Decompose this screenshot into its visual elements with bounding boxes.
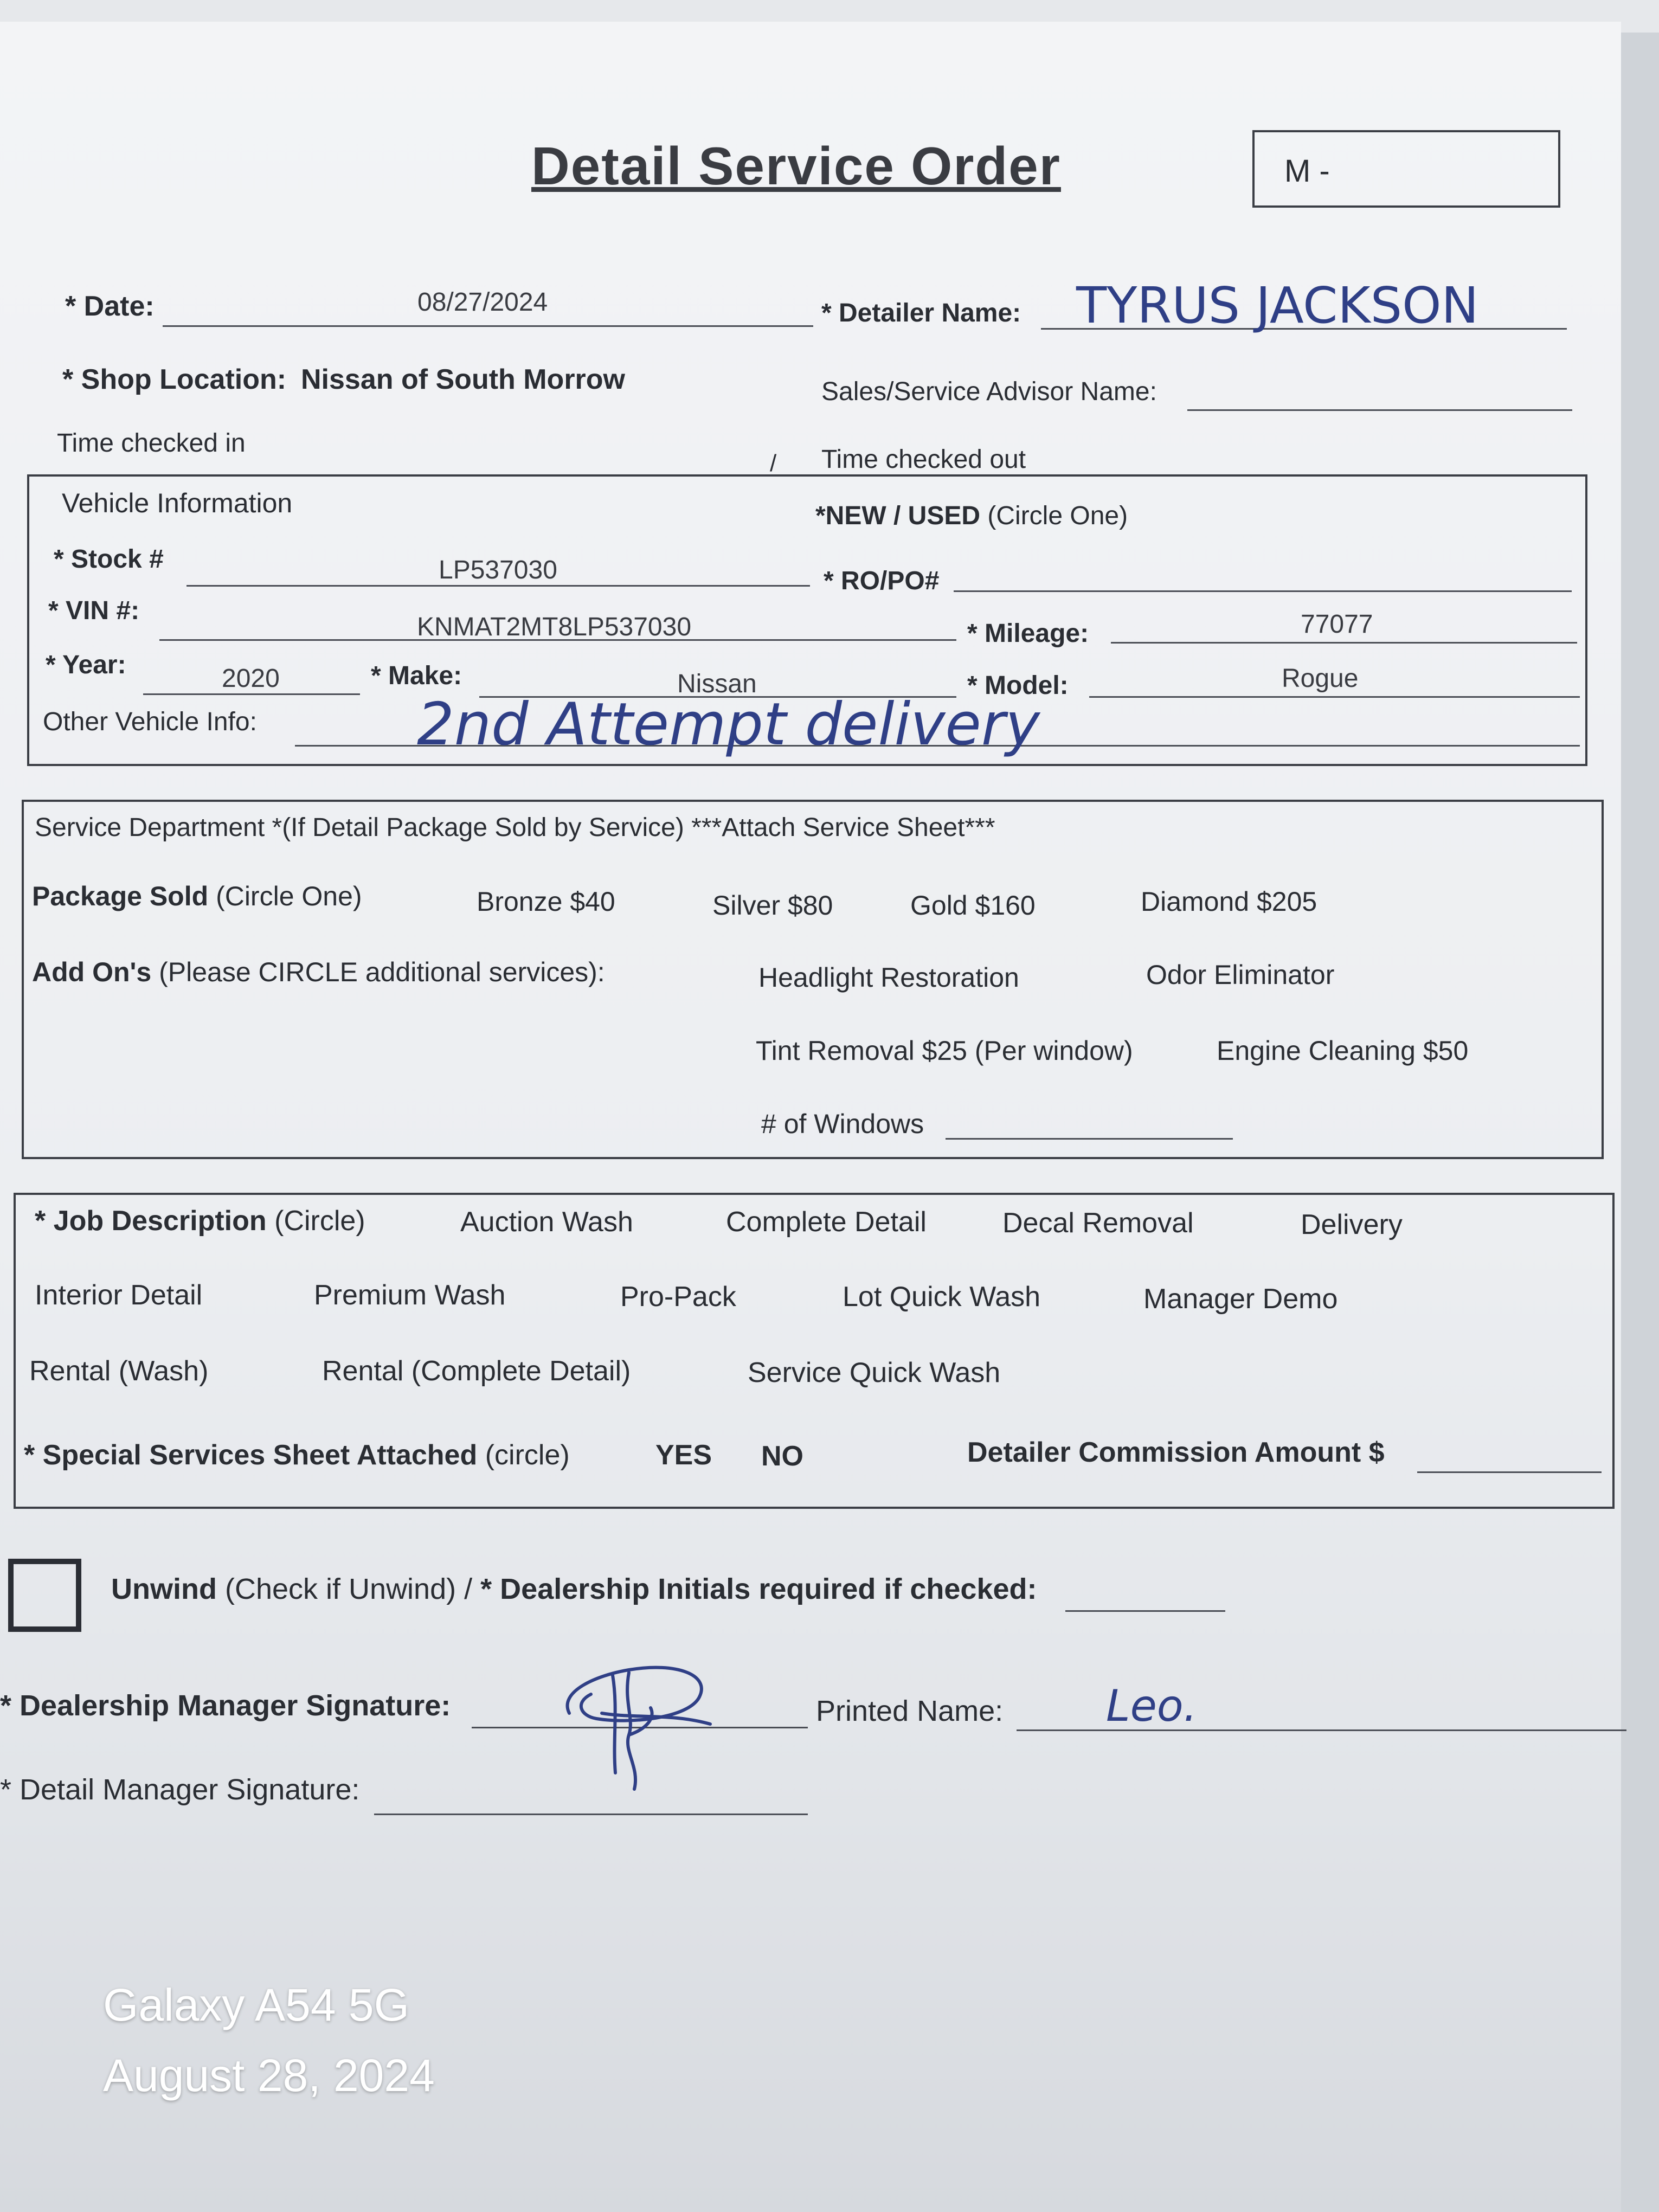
job-option[interactable]: Complete Detail: [726, 1206, 927, 1238]
special-services-yes[interactable]: YES: [655, 1439, 712, 1471]
job-description-bold: * Job Description: [35, 1205, 267, 1237]
time-separator: /: [770, 450, 777, 477]
addon-option[interactable]: Engine Cleaning $50: [1217, 1036, 1469, 1066]
special-services-label: [24, 1439, 570, 1471]
unwind-bold: Unwind: [111, 1573, 217, 1605]
shop-location-value: Nissan of South Morrow: [301, 364, 625, 395]
job-option[interactable]: Premium Wash: [314, 1279, 506, 1311]
stock-field-line[interactable]: [187, 585, 810, 587]
add-ons-label: [32, 956, 605, 988]
page-title: Detail Service Order: [531, 136, 1061, 196]
model-value: Rogue: [1282, 664, 1359, 693]
stock-value: LP537030: [439, 556, 557, 584]
year-value: 2020: [222, 664, 280, 693]
printed-name-label: Printed Name:: [816, 1695, 1004, 1727]
vehicle-section-label: Vehicle Information: [62, 488, 293, 518]
commission-field-line[interactable]: [1417, 1471, 1602, 1473]
year-field-line[interactable]: [143, 693, 360, 695]
special-services-no[interactable]: NO: [761, 1441, 803, 1472]
job-description-label: [35, 1205, 365, 1237]
package-option[interactable]: Silver $80: [712, 890, 833, 921]
service-heading: Service Department *(If Detail Package Sold by Service) ***Attach Service Sheet***: [35, 813, 995, 842]
order-number-label: M -: [1284, 153, 1330, 189]
printed-name-handwritten: Leo.: [1106, 1681, 1198, 1731]
detailer-name-handwritten: TYRUS JACKSON: [1076, 276, 1479, 335]
package-sold-label: [32, 880, 362, 912]
mileage-field-line[interactable]: [1111, 642, 1577, 644]
job-option[interactable]: Rental (Wash): [29, 1355, 209, 1387]
job-option[interactable]: Auction Wash: [460, 1206, 633, 1238]
detailer-name-label: * Detailer Name:: [821, 299, 1021, 327]
job-option[interactable]: Lot Quick Wash: [843, 1281, 1041, 1313]
other-vehicle-info-label: Other Vehicle Info:: [43, 708, 257, 736]
model-label: * Model:: [967, 671, 1069, 700]
detail-manager-signature-field-line[interactable]: [374, 1814, 808, 1815]
special-services-bold: * Special Services Sheet Attached: [24, 1439, 478, 1471]
unwind-label: [111, 1572, 1037, 1606]
job-option[interactable]: Pro-Pack: [620, 1281, 736, 1313]
package-option[interactable]: Gold $160: [910, 890, 1036, 921]
job-description-note: (Circle): [274, 1205, 365, 1237]
date-field-line[interactable]: [163, 325, 813, 327]
job-option[interactable]: Delivery: [1301, 1209, 1403, 1240]
package-option[interactable]: Bronze $40: [477, 886, 615, 917]
mileage-label: * Mileage:: [967, 619, 1089, 648]
addon-option[interactable]: Tint Removal $25 (Per window): [756, 1036, 1133, 1066]
make-value: Nissan: [677, 670, 757, 698]
advisor-name-label: Sales/Service Advisor Name:: [821, 377, 1157, 406]
time-in-label: Time checked in: [57, 429, 246, 458]
order-number-box[interactable]: [1252, 130, 1560, 208]
job-description-section: [14, 1193, 1615, 1509]
vin-value: KNMAT2MT8LP537030: [417, 613, 692, 641]
new-used-note: (Circle One): [987, 501, 1128, 530]
initials-required-label: * Dealership Initials required if checked:: [480, 1573, 1037, 1605]
new-used-selector[interactable]: [815, 501, 1128, 531]
initials-field-line[interactable]: [1065, 1610, 1225, 1612]
ro-po-field-line[interactable]: [954, 590, 1572, 592]
windows-count-label: # of Windows: [761, 1109, 924, 1139]
unwind-note: (Check if Unwind) /: [224, 1573, 473, 1605]
date-label: * Date:: [65, 291, 155, 322]
unwind-checkbox[interactable]: [8, 1559, 81, 1632]
addon-option[interactable]: Headlight Restoration: [758, 962, 1019, 993]
make-label: * Make:: [371, 661, 462, 690]
time-out-label: Time checked out: [821, 445, 1026, 474]
mileage-value: 77077: [1301, 610, 1373, 639]
job-option[interactable]: Interior Detail: [35, 1279, 203, 1311]
windows-count-field-line[interactable]: [946, 1138, 1233, 1140]
commission-label: Detailer Commission Amount $: [967, 1437, 1385, 1468]
stock-label: * Stock #: [54, 545, 164, 574]
add-ons-note: (Please CIRCLE additional services):: [159, 957, 605, 987]
manager-signature-drawing: [548, 1643, 721, 1805]
vin-label: * VIN #:: [48, 596, 140, 625]
job-option[interactable]: Decal Removal: [1002, 1207, 1194, 1239]
manager-signature-label: * Dealership Manager Signature:: [0, 1689, 451, 1722]
package-option[interactable]: Diamond $205: [1141, 886, 1317, 917]
shop-location-label: * Shop Location:: [62, 364, 287, 395]
package-sold-bold: Package Sold: [32, 881, 209, 911]
addon-option[interactable]: Odor Eliminator: [1146, 960, 1335, 990]
date-watermark: August 28, 2024: [103, 2050, 435, 2101]
job-option[interactable]: Rental (Complete Detail): [322, 1355, 631, 1387]
package-sold-note: (Circle One): [216, 881, 362, 911]
date-value: 08/27/2024: [417, 288, 548, 317]
vehicle-information-section: [27, 474, 1587, 766]
job-option[interactable]: Manager Demo: [1143, 1283, 1338, 1315]
model-field-line[interactable]: [1089, 696, 1580, 698]
device-watermark: Galaxy A54 5G: [103, 1979, 409, 2030]
add-ons-bold: Add On's: [32, 957, 152, 987]
service-department-section: [22, 800, 1604, 1159]
detail-manager-signature-label: * Detail Manager Signature:: [0, 1773, 360, 1806]
service-order-sheet: [0, 22, 1621, 2212]
year-label: * Year:: [46, 651, 126, 679]
special-services-note: (circle): [485, 1439, 570, 1471]
new-used-label: *NEW / USED: [815, 501, 981, 530]
advisor-name-field-line[interactable]: [1187, 409, 1572, 411]
job-option[interactable]: Service Quick Wash: [748, 1357, 1001, 1388]
ro-po-label: * RO/PO#: [824, 567, 940, 595]
other-vehicle-info-handwritten: 2nd Attempt delivery: [417, 691, 1040, 758]
